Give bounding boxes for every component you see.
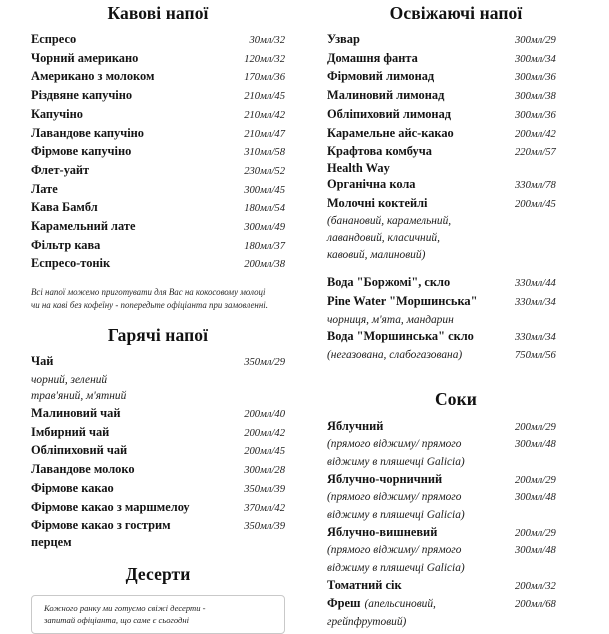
item-name: Томатний сік [327,577,402,592]
juice-detail-line-1: (прямого віджиму/ прямого [327,544,462,557]
item-name: Еспресо [31,32,77,46]
item-price: 200мл/45 [515,198,556,210]
desserts-note-line-2: запитай офіціанта, що саме є сьогодні [44,615,190,626]
menu-row [327,577,585,596]
item-name: Кава Бамбл [31,200,98,215]
menu-row [327,68,585,87]
coffee-footnote-line-1: Всі напої можемо приготувати для Вас на кокосовому молоці [31,287,266,298]
item-price: 120мл/32 [244,53,285,65]
item-name: Лавандове молоко [31,462,135,477]
left-column [0,0,305,626]
item-price: 300мл/34 [515,53,556,65]
desserts-note-line-1: Кожного ранку ми готуємо свіжі десерти - [44,603,206,614]
menu-row [327,524,585,543]
section-title-juices: Соки [435,388,477,409]
item-price: 300мл/36 [515,72,556,84]
tea-variants-line-1: чорний, зелений [31,373,108,386]
item-price: 200мл/42 [244,427,285,439]
item-price: 170мл/36 [244,72,285,84]
pine-water-variants: чорниця, м'ята, мандарин [327,313,454,326]
menu-row [31,461,285,480]
refreshing-item-list [327,31,585,365]
menu-row [31,143,285,162]
juice-detail-line-1: (прямого віджиму/ прямого [327,491,462,504]
item-price: 310мл/58 [244,147,285,159]
menu-row [31,517,285,550]
menu-row [327,418,585,437]
item-price: 230мл/52 [244,165,285,177]
item-price-secondary: 300мл/48 [515,545,556,557]
item-name: Лате [31,181,58,196]
morshynska-variants: (негазована, слабогазована) [327,348,463,361]
item-name: Обліпиховий лимонад [327,106,452,121]
menu-row [31,499,285,518]
section-title-hot-drinks: Гарячі напої [107,325,209,346]
item-price: 30мл/32 [249,35,285,46]
item-name: Малиновий чай [31,406,121,421]
item-name: Вода "Моршинська" скло [327,329,474,344]
item-name: Фірмове какао з гострим перцем [31,518,171,549]
item-name: Органічна кола [327,177,416,192]
item-price: 210мл/42 [244,109,285,121]
item-price: 200мл/45 [244,446,285,458]
menu-row [327,542,585,560]
item-price: 300мл/28 [244,465,285,477]
menu-row [327,176,585,195]
juice-detail-line-1: (прямого віджиму/ прямого [327,438,462,451]
fresh-variants-line-2: грейпфрутовий) [327,616,407,629]
item-name: Різдвяне капучіно [31,88,133,103]
item-name: Крафтова комбуча Health Way [327,144,432,175]
menu-row [327,106,585,125]
menu-row [327,489,585,507]
menu-row [327,436,585,454]
item-price: 180мл/54 [244,203,285,215]
item-price-secondary: 300мл/48 [515,439,556,451]
item-name: Карамельне айс-какао [327,125,454,140]
menu-row [31,424,285,443]
item-price: 330мл/34 [515,332,556,344]
item-price-secondary: 300мл/48 [515,492,556,504]
item-name: Обліпиховий чай [31,443,128,458]
item-name: Узвар [327,32,360,46]
menu-row [327,274,585,293]
menu-row [327,31,585,50]
menu-row [31,255,285,274]
item-name: Чай [31,354,54,369]
item-name: Молочні коктейлі [327,195,428,210]
item-price: 370мл/42 [244,502,285,514]
item-name: Pine Water "Моршинська" [327,293,478,308]
item-price: 210мл/45 [244,91,285,103]
menu-row [31,31,285,50]
right-column [305,0,609,629]
section-title-refreshing: Освіжаючі напої [389,3,523,23]
menu-row [31,353,285,372]
item-name: Капучіно [31,106,83,121]
menu-row [31,50,285,69]
item-price: 330мл/34 [515,296,556,308]
coffee-footnote [31,274,285,311]
item-price: 300мл/38 [515,91,556,103]
item-price: 300мл/36 [515,109,556,121]
menu-row [327,595,585,614]
menu-row [327,471,585,490]
item-price: 200мл/29 [515,421,556,433]
menu-row [327,143,585,176]
item-name: Яблучно-вишневий [327,524,438,539]
milkshake-variants-line-2: лавандовий, класичний, [327,232,440,245]
menu-row [327,347,585,365]
menu-row [31,237,285,256]
item-price: 220мл/57 [515,147,556,159]
menu-row [327,87,585,106]
item-name: Чорний американо [31,50,139,65]
item-price: 200мл/32 [515,580,556,592]
section-title-desserts: Десерти [125,564,191,585]
item-name: Фірмове какао з маршмелоу [31,499,190,514]
juice-detail-line-2: віджиму в пляшечці Galicia) [327,456,465,469]
menu-row [31,68,285,87]
item-price-secondary: 750мл/56 [515,349,556,361]
menu-row [31,125,285,144]
menu-row [31,87,285,106]
item-name: Вода "Боржомі", скло [327,275,451,290]
menu-row [31,480,285,499]
menu-row [327,50,585,69]
item-name: Карамельний лате [31,219,136,234]
item-price: 200мл/42 [515,128,556,140]
menu-row [31,442,285,461]
item-name: Еспресо-тонік [31,256,111,271]
menu-row [327,195,585,214]
item-price: 300мл/49 [244,222,285,234]
menu-row [327,293,585,312]
item-name: Фірмове капучіно [31,144,132,159]
juices-item-list [327,418,585,631]
item-price: 200мл/29 [515,474,556,486]
item-name: Яблучно-чорничний [327,471,443,486]
item-name: Фреш [327,596,361,611]
item-name: Фірмовий лимонад [327,69,435,84]
item-price: 350мл/39 [244,483,285,495]
fresh-variants-line-1: (апельсиновий, [364,598,436,611]
desserts-note-box [31,595,285,634]
section-title-coffee: Кавові напої [107,3,209,23]
item-name: Флет-уайт [31,162,90,177]
item-name: Малиновий лимонад [327,88,445,103]
item-name: Американо з молоком [31,69,155,84]
menu-row [327,125,585,144]
item-name: Фірмове какао [31,480,114,495]
milkshake-variants-line-3: кавовий, малиновий) [327,248,426,261]
item-price: 350мл/39 [244,521,285,533]
item-price: 200мл/29 [515,527,556,539]
item-price: 350мл/29 [244,357,285,369]
menu-row [327,328,585,347]
item-price: 330мл/44 [515,278,556,290]
menu-row [31,405,285,424]
tea-variants-line-2: трав'яний, м'ятний [31,390,127,403]
juice-detail-line-2: віджиму в пляшечці Galicia) [327,562,465,575]
menu-row [31,162,285,181]
item-price: 210мл/47 [244,128,285,140]
item-price: 330мл/78 [515,180,556,192]
spacer [327,263,585,274]
coffee-item-list [31,31,285,274]
item-price: 300мл/29 [515,35,556,46]
item-name: Імбирний чай [31,424,110,439]
milkshake-variants-line-1: (банановий, карамельний, [327,215,452,228]
item-price: 300мл/45 [244,184,285,196]
item-price: 200мл/38 [244,259,285,271]
coffee-footnote-line-2: чи на каві без кофеїну - попередьте офіціанта при замовленні. [31,299,268,310]
menu-row [31,199,285,218]
hot-drinks-item-list [31,353,285,550]
menu-row [31,181,285,200]
menu-row [31,106,285,125]
menu-row [31,218,285,237]
item-name: Лавандове капучіно [31,125,144,140]
item-name: Фільтр кава [31,237,101,252]
item-price: 200мл/40 [244,409,285,421]
item-price: 180мл/37 [244,240,285,252]
juice-detail-line-2: віджиму в пляшечці Galicia) [327,509,465,522]
item-price: 200мл/68 [515,599,556,611]
item-name: Яблучний [327,418,384,433]
item-name: Домашня фанта [327,50,418,65]
